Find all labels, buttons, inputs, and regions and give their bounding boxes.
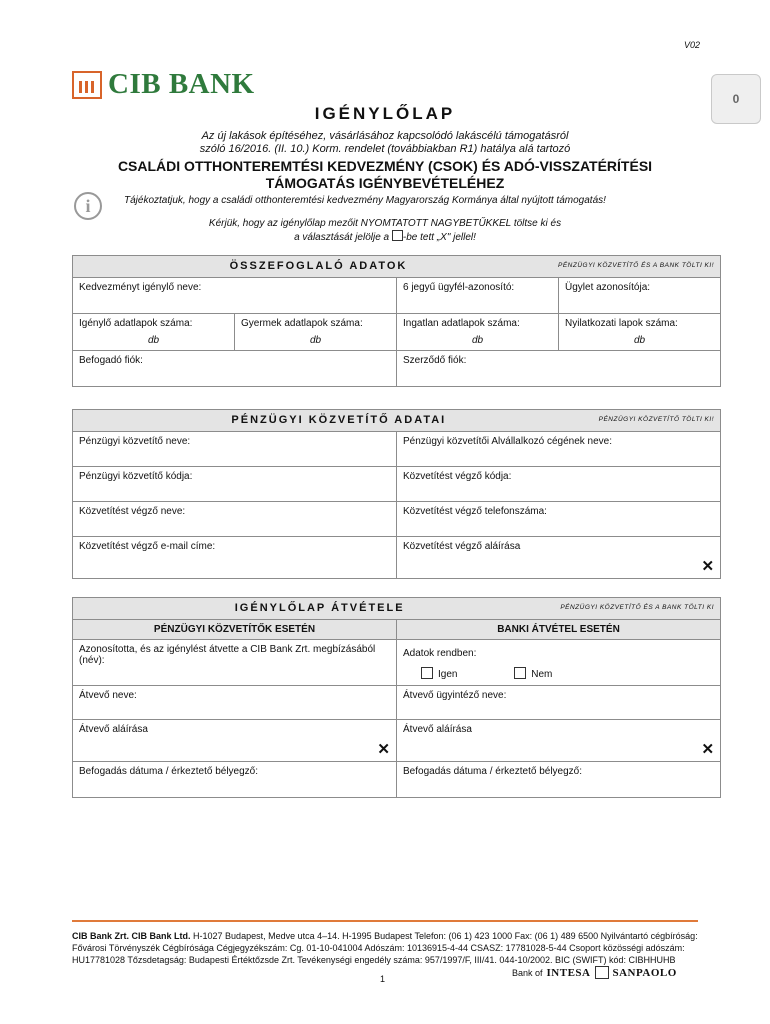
sanpaolo-label: SANPAOLO [612, 966, 677, 979]
receipt-date-label: Befogadás dátuma / érkeztető bélyegző: [79, 766, 259, 777]
receiver-officer-label: Átvevő ügyintéző neve: [403, 690, 507, 701]
summary-note: PÉNZÜGYI KÖZVETÍTŐ ÉS A BANK TÖLTI KI! [558, 262, 715, 269]
deal-id-label: Ügylet azonosítója: [565, 282, 651, 293]
main-title-line-2: TÁMOGATÁS IGÉNYBEVÉTELÉHEZ [265, 175, 505, 191]
receiver-confirm-label: Azonosította, és az igénylést átvette a CIB Bank Zrt. megbízásából (név): [79, 644, 376, 666]
receipt-title: IGÉNYLŐLAP ÁTVÉTELE [234, 602, 405, 614]
main-title [0, 158, 770, 192]
page-number: 1 [380, 974, 386, 984]
client-id-label: 6 jegyű ügyfél-azonosító: [403, 282, 515, 293]
signature-cross-icon: ✕ [377, 741, 390, 758]
receiver-officer-field[interactable] [397, 686, 721, 720]
agent-phone-label: Közvetítést végző telefonszáma: [403, 506, 547, 517]
agent-code-field[interactable] [397, 467, 721, 502]
yes-checkbox[interactable] [421, 667, 433, 679]
instructions-line-1: Kérjük, hogy az igénylőlap mezőit NYOMTATOTT NAGYBETŰKKEL töltse ki és [208, 218, 562, 229]
agent-email-label: Közvetítést végző e-mail címe: [79, 541, 216, 552]
footer-text [72, 930, 702, 966]
agent-signature-label: Közvetítést végző aláírása [403, 541, 521, 552]
receiving-branch-field[interactable] [73, 351, 397, 387]
fill-instructions [0, 217, 770, 244]
deal-id-field[interactable] [559, 278, 721, 314]
bank-receipt-head: BANKI ÁTVÉTEL ESETÉN [397, 620, 721, 640]
receiver-name-label: Átvevő neve: [79, 690, 137, 701]
declaration-sheets-label: Nyilatkozati lapok száma: [565, 318, 678, 329]
property-sheets-field[interactable] [397, 314, 559, 351]
child-sheets-field[interactable] [235, 314, 397, 351]
checkbox-icon [392, 230, 403, 241]
agent-code-label: Közvetítést végző kódja: [403, 471, 512, 482]
receiver-name-field[interactable] [73, 686, 397, 720]
receipt-date-field[interactable] [73, 762, 397, 798]
summary-section [72, 255, 721, 387]
version-label: V02 [684, 40, 701, 50]
intro-text [0, 130, 770, 156]
no-checkbox[interactable] [514, 667, 526, 679]
receiver-signature-label: Átvevő aláírása [79, 724, 148, 735]
data-ok-field [397, 640, 721, 686]
footer-divider [72, 920, 698, 922]
receiving-branch-label: Befogadó fiók: [79, 355, 143, 366]
footer-details: H-1027 Budapest, Medve utca 4–14. H-1995 Budapest Telefon: (06 1) 423 1000 Fax: (06 1) 489 6500 Nyilvántartó cégbíróság: Fővárosi Törvényszék Cégbírósága Cégjegyzékszám: Cg. 01-10-041004 Adószám: 10136915-4-44 CSASZ: 17781028-5-44 Csoport közösségi adószám: HU17781028 Tőzsdetagság: Budapesti Értéktőzsde Zrt. Tevékenységi engedély száma: 957/1997/F, III/41. 044-10/2002. BIC (SWIFT) kód: CIBHHUHB [72, 931, 698, 965]
bank-receipt-date-field[interactable] [397, 762, 721, 798]
applicant-name-field[interactable] [73, 278, 397, 314]
intesa-label: INTESA [546, 966, 591, 979]
subcontractor-field[interactable] [397, 432, 721, 467]
intermediary-section [72, 409, 721, 579]
intesa-logo-icon [595, 966, 609, 979]
cib-logo-icon [72, 71, 102, 99]
officer-signature-label: Átvevő aláírása [403, 724, 472, 735]
db-unit: db [147, 335, 160, 346]
agent-phone-field[interactable] [397, 502, 721, 537]
applicant-name-label: Kedvezményt igénylő neve: [79, 282, 202, 293]
main-title-line-1: CSALÁDI OTTHONTEREMTÉSI KEDVEZMÉNY (CSOK) ÉS ADÓ-VISSZATÉRÍTÉSI [117, 158, 653, 174]
intermediary-code-field[interactable] [73, 467, 397, 502]
receiver-signature-field[interactable] [73, 720, 397, 762]
db-unit: db [309, 335, 322, 346]
intermediary-note: PÉNZÜGYI KÖZVETÍTŐ TÖLTI KI! [598, 416, 715, 423]
receipt-section [72, 597, 721, 798]
receipt-note: PÉNZÜGYI KÖZVETÍTŐ ÉS A BANK TÖLTI KI [560, 604, 715, 611]
bank-receipt-date-label: Befogadás dátuma / érkeztető bélyegző: [403, 766, 583, 777]
intermediary-code-label: Pénzügyi közvetítő kódja: [79, 471, 193, 482]
summary-title: ÖSSZEFOGLALÓ ADATOK [229, 260, 408, 272]
db-unit: db [471, 335, 484, 346]
intermediary-title: PÉNZÜGYI KÖZVETÍTŐ ADATAI [231, 414, 447, 426]
contracting-branch-label: Szerződő fiók: [403, 355, 467, 366]
cib-bank-logo [72, 68, 255, 101]
officer-signature-field[interactable] [397, 720, 721, 762]
intesa-sanpaolo-logo [512, 966, 677, 979]
no-label: Nem [531, 669, 553, 680]
intro-line-1: Az új lakások építéséhez, vásárlásához kapcsolódó lakáscélú támogatásról [201, 130, 569, 142]
intermediary-name-label: Pénzügyi közvetítő neve: [79, 436, 191, 447]
intermediary-name-field[interactable] [73, 432, 397, 467]
applicant-sheets-label: Igénylő adatlapok száma: [79, 318, 193, 329]
db-unit: db [633, 335, 646, 346]
agent-email-field[interactable] [73, 537, 397, 579]
info-text: Tájékoztatjuk, hogy a családi otthonteremtési kedvezmény Magyarország Kormánya által nyújtott támogatás! [124, 195, 606, 206]
declaration-sheets-field[interactable] [559, 314, 721, 351]
applicant-sheets-field[interactable] [73, 314, 235, 351]
client-id-field[interactable] [397, 278, 559, 314]
info-icon: i [74, 192, 102, 220]
instructions-text-a: a választását jelölje a [294, 232, 390, 243]
brand-name: CIB BANK [108, 68, 255, 100]
property-sheets-label: Ingatlan adatlapok száma: [403, 318, 520, 329]
contracting-branch-field[interactable] [397, 351, 721, 387]
signature-cross-icon: ✕ [701, 741, 715, 758]
page-title: IGÉNYLŐLAP [314, 104, 456, 123]
instructions-text-b: -be tett „X" jellel! [402, 232, 476, 243]
instructions-line-2 [0, 230, 770, 244]
subcontractor-label: Pénzügyi közvetítői Alvállalkozó cégének neve: [403, 436, 613, 447]
page-tab[interactable]: 0 [711, 74, 761, 124]
agent-name-label: Közvetítést végző neve: [79, 506, 186, 517]
bank-of-label: Bank of [512, 967, 543, 978]
footer-company: CIB Bank Zrt. CIB Bank Ltd. [72, 931, 191, 941]
child-sheets-label: Gyermek adatlapok száma: [241, 318, 363, 329]
intermediary-receipt-head: PÉNZÜGYI KÖZVETÍTŐK ESETÉN [73, 620, 397, 640]
receiver-confirm-field[interactable] [73, 640, 397, 686]
agent-name-field[interactable] [73, 502, 397, 537]
agent-signature-field[interactable] [397, 537, 721, 579]
yes-label: Igen [438, 669, 458, 680]
data-ok-label: Adatok rendben: [403, 648, 477, 659]
signature-cross-icon: ✕ [701, 558, 715, 575]
intro-line-2: szóló 16/2016. (II. 10.) Korm. rendelet (továbbiakban R1) hatálya alá tartozó [199, 143, 571, 155]
